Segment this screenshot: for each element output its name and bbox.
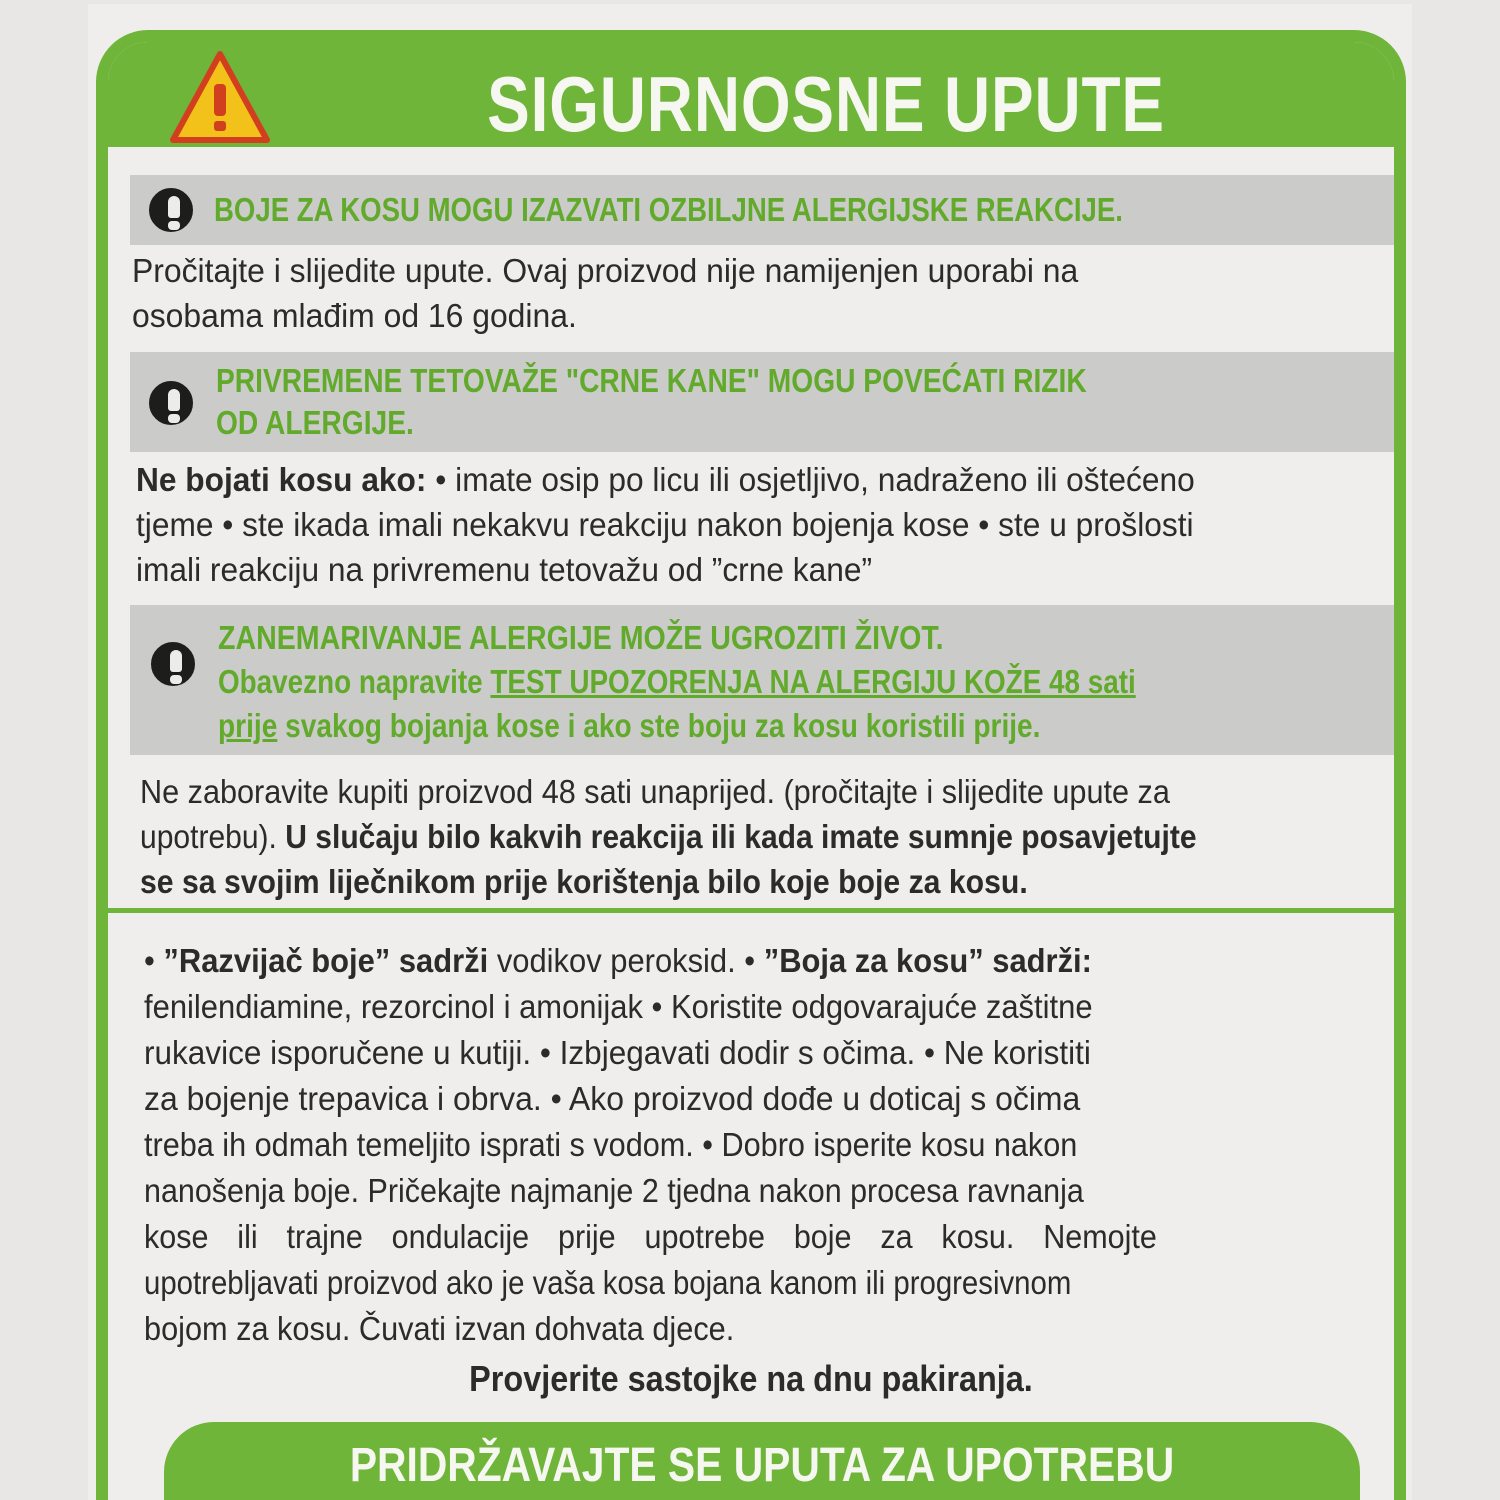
warning-body-3-line-2-start: upotrebu). <box>140 818 286 855</box>
hair-color-label: ”Boja za kosu” sadrži: <box>763 942 1092 979</box>
warning-triangle-icon <box>170 50 270 145</box>
details-line-4: za bojenje trepavica i obrva. • Ako proizvod dođe u doticaj s očima <box>144 1080 1081 1117</box>
warning-body-1-line-1: Pročitajte i slijedite upute. Ovaj proizvod nije namijenjen uporabi na <box>132 252 1079 289</box>
warning-body-3-line-3 <box>140 859 1028 904</box>
allergy-test-rest: svakog bojanja kose i ako ste boju za kosu koristili prije. <box>277 707 1041 744</box>
exclamation-circle-icon <box>146 378 196 428</box>
allergy-test-emphasis: TEST UPOZORENJA NA ALERGIJU KOŽE 48 sati <box>490 663 1136 700</box>
warning-heading-1: BOJE ZA KOSU MOGU IZAZVATI OZBILJNE ALERGIJSKE REAKCIJE. <box>214 191 1123 228</box>
warning-heading-2-line-1: PRIVREMENE TETOVAŽE "CRNE KANE" MOGU POVEĆATI RIZIK <box>216 362 1087 399</box>
warning-body-3-line-2 <box>140 814 1197 859</box>
warning-body-2-line-1 <box>136 457 1195 502</box>
title-banner <box>108 42 1394 147</box>
exclamation-circle-icon <box>148 639 198 689</box>
allergy-test-intro: Obavezno napravite <box>218 663 491 700</box>
warning-body-2-line-2: tjeme • ste ikada imali nekakvu reakciju nakon bojenja kose • ste u prošlosti <box>136 506 1194 543</box>
warning-heading-3-line-3 <box>218 705 1040 747</box>
warning-body-1-line-2: osobama mlađim od 16 godina. <box>132 297 577 334</box>
developer-label: ”Razvijač boje” sadrži <box>163 942 489 979</box>
consult-doctor-text-end: se sa svojim liječnikom prije korištenja bilo koje boje za kosu. <box>140 863 1028 900</box>
warning-body-2-lead: Ne bojati kosu ako: <box>136 461 427 498</box>
consult-doctor-text: U slučaju bilo kakvih reakcija ili kada imate sumnje posavjetujte <box>285 818 1197 855</box>
developer-ingredient: vodikov peroksid. • <box>488 942 764 979</box>
details-line-2: fenilendiamine, rezorcinol i amonijak • Koristite odgovarajuće zaštitne <box>144 988 1093 1025</box>
bullet: • <box>144 942 164 979</box>
warning-bar-2 <box>130 352 1398 452</box>
warning-heading-2-line-2: OD ALERGIJE. <box>216 404 414 441</box>
details-line-8: upotrebljavati proizvod ako je vaša kosa bojana kanom ili progresivnom <box>144 1264 1072 1301</box>
section-divider <box>108 908 1394 913</box>
warning-body-2-line-1-rest: • imate osip po licu ili osjetljivo, nadraženo ili oštećeno <box>426 461 1195 498</box>
details-line-3: rukavice isporučene u kutiji. • Izbjegavati dodir s očima. • Ne koristiti <box>144 1034 1091 1071</box>
warning-bar-3 <box>130 605 1398 755</box>
details-line-1 <box>144 938 1092 983</box>
allergy-test-emphasis-end: prije <box>218 707 278 744</box>
exclamation-circle-icon <box>146 185 196 235</box>
check-ingredients-note: Provjerite sastojke na dnu pakiranja. <box>469 1358 1033 1399</box>
warning-heading-3: ZANEMARIVANJE ALERGIJE MOŽE UGROZITI ŽIVOT. <box>218 619 944 656</box>
page-title: SIGURNOSNE UPUTE <box>487 60 1165 148</box>
details-line-5: treba ih odmah temeljito isprati s vodom. • Dobro isperite kosu nakon <box>144 1126 1078 1163</box>
footer-banner <box>164 1422 1360 1500</box>
details-line-9: bojom za kosu. Čuvati izvan dohvata djece. <box>144 1310 735 1347</box>
warning-bar-1 <box>130 175 1398 245</box>
warning-body-3-line-1: Ne zaboravite kupiti proizvod 48 sati unaprijed. (pročitajte i slijedite upute za <box>140 773 1170 810</box>
warning-heading-3-line-2 <box>218 661 1136 703</box>
warning-body-2-line-3: imali reakciju na privremenu tetovažu od ”crne kane” <box>136 551 873 588</box>
details-line-7: kose ili trajne ondulacije prije upotrebe boje za kosu. Nemojte <box>144 1218 1157 1255</box>
details-line-6: nanošenja boje. Pričekajte najmanje 2 tjedna nakon procesa ravnanja <box>144 1172 1084 1209</box>
safety-instructions-panel <box>96 30 1406 1500</box>
footer-banner-text: PRIDRŽAVAJTE SE UPUTA ZA UPOTREBU <box>349 1439 1175 1492</box>
